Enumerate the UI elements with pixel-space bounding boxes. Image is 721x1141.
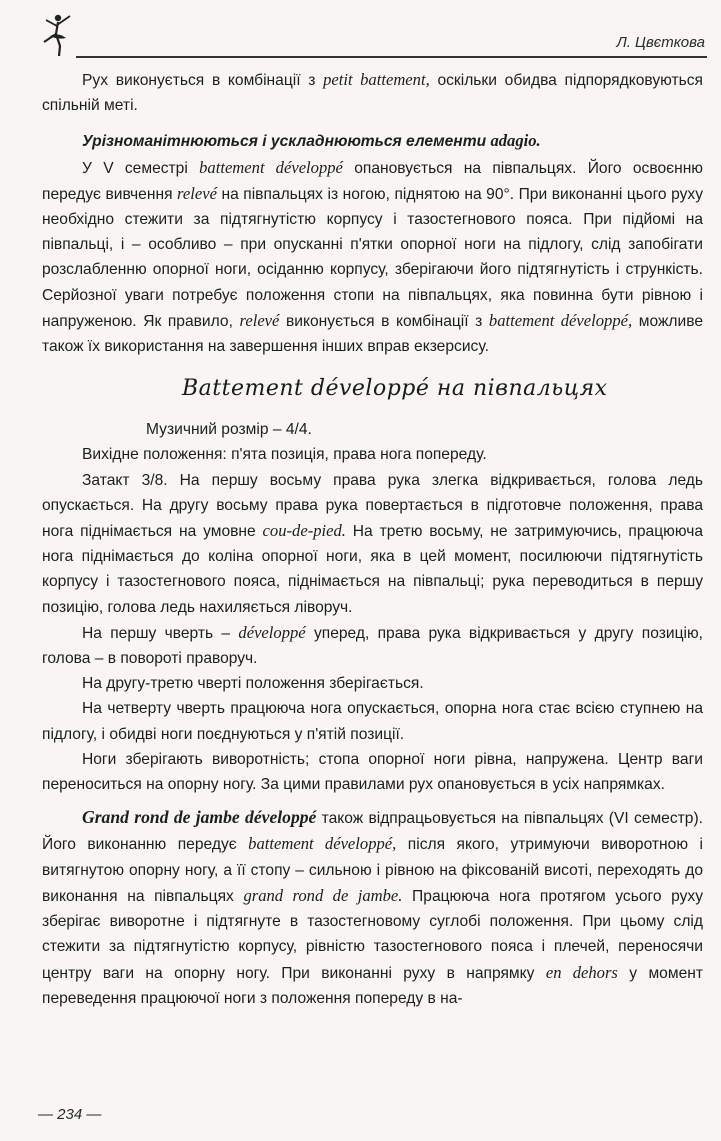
running-author: Л. Цвєткова xyxy=(616,34,705,51)
music-meter: Музичний розмір – 4/4. xyxy=(146,421,312,439)
starting-position: Вихідне положення: п'ята позиція, права нога попереду. xyxy=(82,446,487,464)
adagio-subheading: Урізноманітнюються і ускладнюються елементи adagio. xyxy=(82,131,541,151)
section-title: Battement développé на півпальцях xyxy=(182,376,608,402)
paragraph: На другу-третю чверті положення зберігається. xyxy=(82,675,424,693)
paragraph: Grand rond de jambe développé також відпрацьовується на півпальцях (VI семестр). Його виконанню передує battement développé, після якого, утримуючи виворотною і витягнутою опорну ногу, а її стопу – сильною і рівною на фіксованій висоті, переходять до виконання на півпальцях grand rond de jambe. Працююча нога протягом усього руху зберігає виворотне і підтягнуте в тазостегновому суглобі положення. При цьому слід стежити за підтягнутістю корпусу, рівністю тазостегнового пояса і плечей, переносячи центру ваги на опорну ногу. При виконанні руху в напрямку en dehors у момент переведення працюючої ноги з положення попереду в на- xyxy=(42,807,704,1007)
paragraph: На першу чверть – développé уперед, права рука відкривається у другу позицію, голова – в повороті праворуч. xyxy=(42,622,703,668)
running-header xyxy=(36,12,707,56)
paragraph: Рух виконується в комбінації з petit battement, оскільки обидва підпорядковуються спільній меті. xyxy=(42,70,703,115)
ballet-dancer-icon xyxy=(36,12,76,56)
paragraph: На четверту чверть працююча нога опускається, опорна нога стає всією ступнею на підлогу, і обидві ноги поєднуються у п'ятій позиції. xyxy=(42,700,703,743)
header-rule xyxy=(76,56,707,58)
paragraph: Затакт 3/8. На першу восьму права рука злегка відкривається, голова ледь опускається. На другу восьму права рука повертається в підготовче положення, права нога піднімається на умовне cou-de-pied. На третю восьму, не затримуючись, працююча нога піднімається до коліна опорної ноги, яка в цей момент, посилюючи підтягнутість корпусу і тазостегнового пояса, піднімається на півпальці; рука переводиться в першу позицію, голова ледь нахиляється ліворуч. xyxy=(42,471,703,616)
paragraph: Ноги зберігають виворотність; стопа опорної ноги рівна, напружена. Центр ваги переноситься на опорну ногу. За цими правилами рух опановується в усіх напрямках. xyxy=(42,750,703,794)
page-number: — 234 — xyxy=(38,1106,102,1123)
body-text xyxy=(42,67,703,1011)
paragraph: У V семестрі battement développé опановується на півпальцях. Його освоєнню передує вивчення relevé на півпальцях із ногою, піднятою на 90°. При виконанні цього руху необхідно стежити за підтягнутістю корпусу і тазостегнового пояса. При підйомі на півпальці, і – особливо – при опусканні п'ятки опорної ноги на підлогу, слід запобігати розслабленню опорної ноги, осіданню корпусу, зберігаючи його підтягнутість і стрункість. Серйозної уваги потребує положення стопи на півпальцях, яка повинна бути рівною і напруженою. Як правило, relevé виконується в комбінації з battement développé, можливе також їх використання на завершення інших вправ екзерсису. xyxy=(42,157,704,356)
